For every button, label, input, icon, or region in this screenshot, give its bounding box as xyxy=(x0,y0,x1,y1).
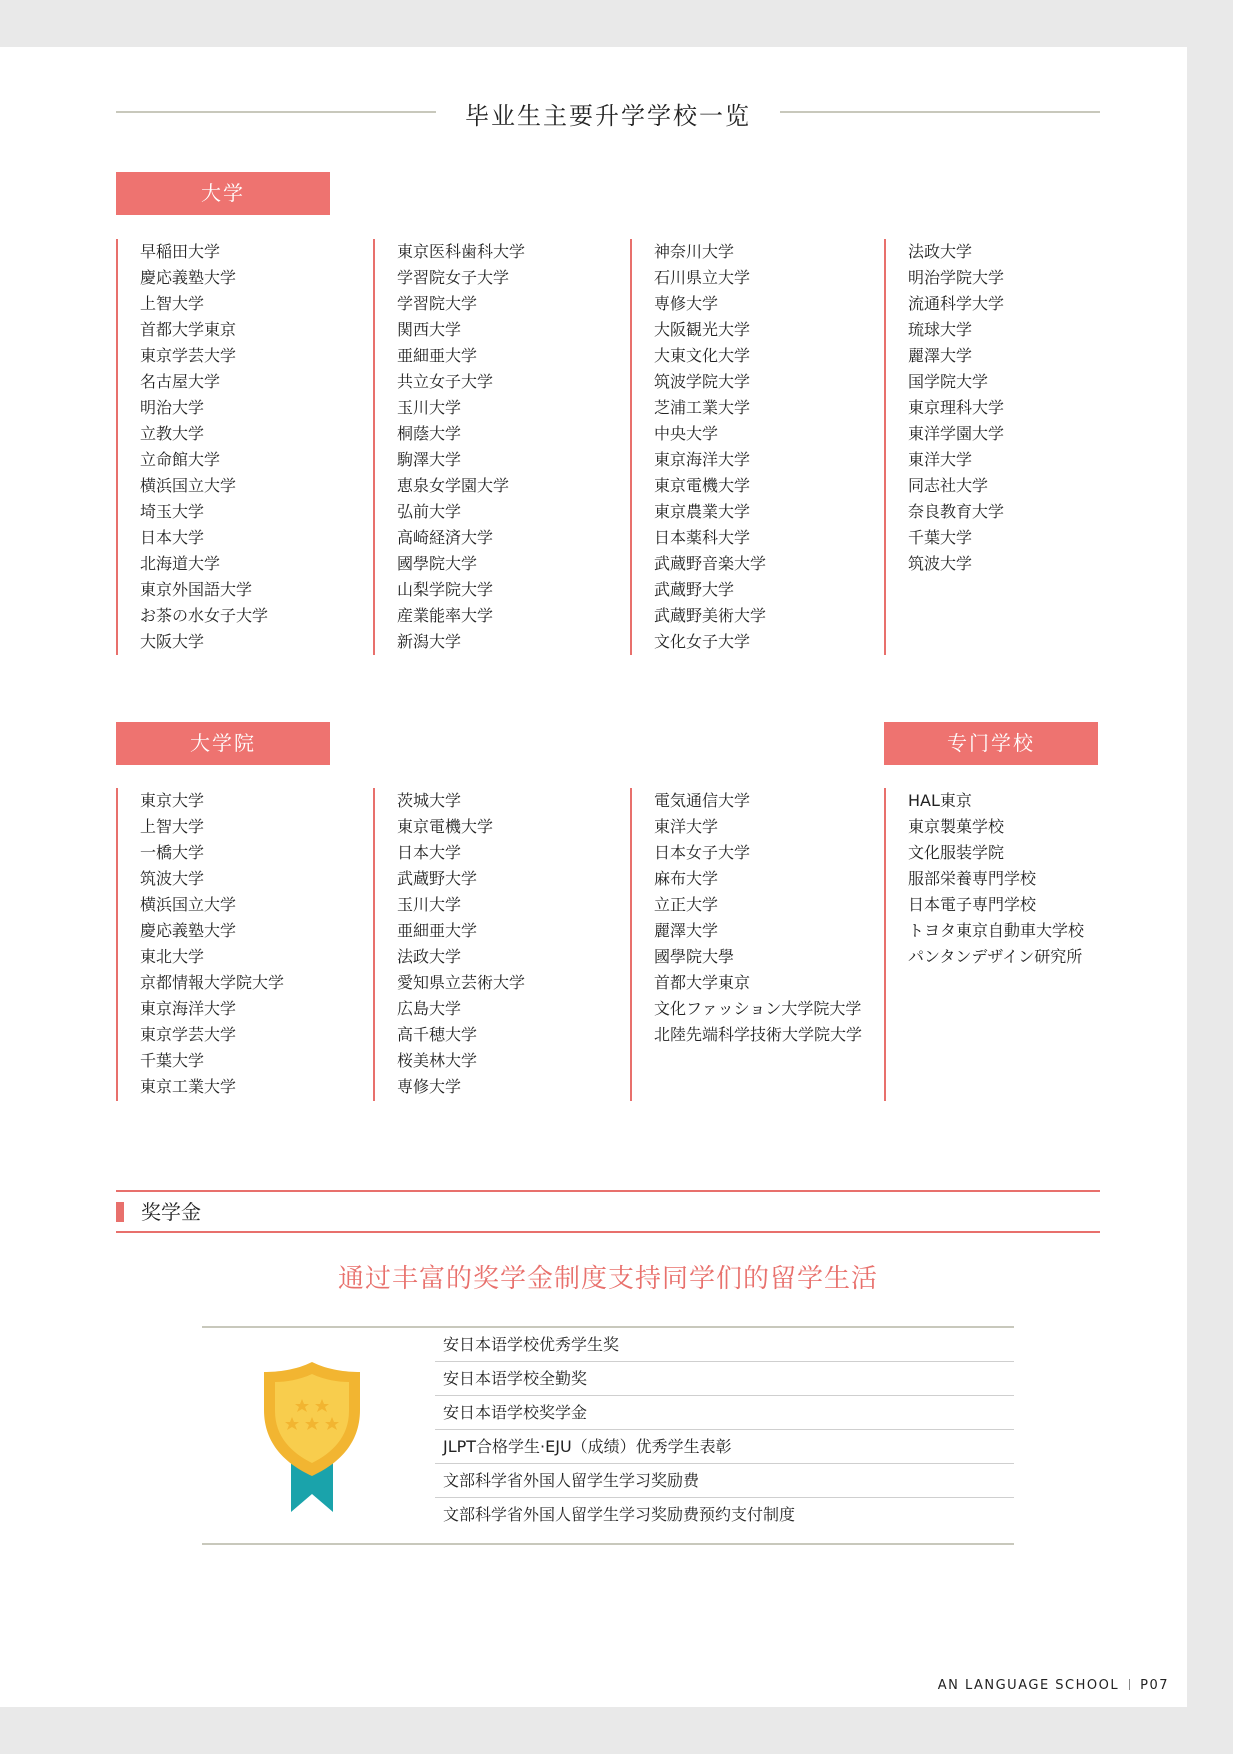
page-title-block xyxy=(116,96,1100,130)
school-name: 埼玉大学 xyxy=(140,502,205,521)
school-name: 東京海洋大学 xyxy=(140,999,237,1018)
school-name: 新潟大学 xyxy=(397,632,462,651)
school-name: 麗澤大学 xyxy=(908,346,973,365)
school-name: 同志社大学 xyxy=(908,476,989,495)
school-name: パンタンデザイン研究所 xyxy=(908,947,1083,966)
school-name: 東京学芸大学 xyxy=(140,346,237,365)
school-name: 桜美林大学 xyxy=(397,1051,478,1070)
school-name: 東京製菓学校 xyxy=(908,817,1005,836)
school-name: 東京理科大学 xyxy=(908,398,1005,417)
school-name: 文化服装学院 xyxy=(908,843,1005,862)
school-name: 山梨学院大学 xyxy=(397,580,494,599)
school-name: 東京海洋大学 xyxy=(654,450,751,469)
medal-icon xyxy=(262,1360,362,1512)
school-name: 慶応義塾大学 xyxy=(140,921,237,940)
school-name: 國學院大学 xyxy=(397,554,478,573)
school-name: 東京大学 xyxy=(140,791,205,810)
school-name: 芝浦工業大学 xyxy=(654,398,751,417)
school-name: 神奈川大学 xyxy=(654,242,735,261)
university-col-3 xyxy=(630,239,766,655)
school-name: 千葉大学 xyxy=(908,528,973,547)
school-name: 関西大学 xyxy=(397,320,462,339)
school-name: 専修大学 xyxy=(654,294,719,313)
vocational-col xyxy=(884,788,1084,1101)
school-name: 駒澤大学 xyxy=(397,450,462,469)
award-list xyxy=(435,1328,1014,1531)
school-name: 法政大学 xyxy=(397,947,462,966)
graduate-col-2 xyxy=(373,788,525,1101)
scholarship-rule-top xyxy=(116,1190,1100,1192)
award-row: 安日本语学校全勤奖 xyxy=(435,1362,1014,1396)
school-name: 武蔵野大学 xyxy=(397,869,478,888)
school-name: 上智大学 xyxy=(140,294,205,313)
school-name: 法政大学 xyxy=(908,242,973,261)
school-name: 北陸先端科学技術大学院大学 xyxy=(654,1025,863,1044)
school-name: 亜細亜大学 xyxy=(397,346,478,365)
school-name: 明治大学 xyxy=(140,398,205,417)
graduate-col-1 xyxy=(116,788,284,1101)
school-name: 横浜国立大学 xyxy=(140,476,237,495)
scholarship-rule-bottom xyxy=(116,1231,1100,1233)
school-name: 筑波学院大学 xyxy=(654,372,751,391)
school-name: 東京学芸大学 xyxy=(140,1025,237,1044)
school-name: 石川県立大学 xyxy=(654,268,751,287)
school-name: 北海道大学 xyxy=(140,554,221,573)
school-name: 流通科学大学 xyxy=(908,294,1005,313)
school-name: 麻布大学 xyxy=(654,869,719,888)
school-name: 茨城大学 xyxy=(397,791,462,810)
school-name: 東京農業大学 xyxy=(654,502,751,521)
school-name: 首都大学東京 xyxy=(654,973,751,992)
graduate-col-3 xyxy=(630,788,862,1101)
footer-page-number: P07 xyxy=(1140,1678,1169,1693)
school-name: 筑波大学 xyxy=(908,554,973,573)
school-name: 文化女子大学 xyxy=(654,632,751,651)
school-name: トヨタ東京自動車大学校 xyxy=(908,921,1085,940)
footer-school-name: AN LANGUAGE SCHOOL xyxy=(937,1678,1120,1693)
school-name: 國學院大學 xyxy=(654,947,735,966)
school-name: 奈良教育大学 xyxy=(908,502,1005,521)
university-col-1 xyxy=(116,239,268,655)
school-name: 高千穂大学 xyxy=(397,1025,478,1044)
school-name: 国学院大学 xyxy=(908,372,989,391)
graduate-school-tag: 大学院 xyxy=(116,722,330,765)
school-name: 武蔵野美術大学 xyxy=(654,606,767,625)
school-name: 玉川大学 xyxy=(397,895,462,914)
university-tag: 大学 xyxy=(116,172,330,215)
school-name: 大東文化大学 xyxy=(654,346,751,365)
school-name: HAL東京 xyxy=(908,791,972,810)
school-name: 筑波大学 xyxy=(140,869,205,888)
scholarship-subtitle: 通过丰富的奖学金制度支持同学们的留学生活 xyxy=(337,1264,878,1294)
school-name: 東京医科歯科大学 xyxy=(397,242,526,261)
school-name: 専修大学 xyxy=(397,1077,462,1096)
page-title: 毕业生主要升学学校一览 xyxy=(451,102,765,130)
school-name: 日本大学 xyxy=(397,843,462,862)
school-name: 東洋学園大学 xyxy=(908,424,1005,443)
school-name: 愛知県立芸術大学 xyxy=(397,973,526,992)
school-name: 共立女子大学 xyxy=(397,372,494,391)
school-name: 高崎経済大学 xyxy=(397,528,494,547)
vocational-school-tag: 专门学校 xyxy=(884,722,1098,765)
school-name: 東京工業大学 xyxy=(140,1077,237,1096)
school-name: 亜細亜大学 xyxy=(397,921,478,940)
school-name: 東京外国語大学 xyxy=(140,580,253,599)
school-name: 一橋大学 xyxy=(140,843,205,862)
scholarship-heading: 奖学金 xyxy=(141,1200,201,1224)
school-name: 桐蔭大学 xyxy=(397,424,462,443)
school-name: 恵泉女学園大学 xyxy=(397,476,510,495)
school-name: 慶応義塾大学 xyxy=(140,268,237,287)
school-name: 千葉大学 xyxy=(140,1051,205,1070)
school-name: 早稲田大学 xyxy=(140,242,221,261)
school-name: お茶の水女子大学 xyxy=(140,606,269,625)
school-name: 産業能率大学 xyxy=(397,606,494,625)
award-row: 安日本语学校奖学金 xyxy=(435,1396,1014,1430)
school-name: 立命館大学 xyxy=(140,450,221,469)
school-name: 広島大学 xyxy=(397,999,462,1018)
school-name: 上智大学 xyxy=(140,817,205,836)
school-name: 立教大学 xyxy=(140,424,205,443)
school-name: 電気通信大学 xyxy=(654,791,751,810)
school-name: 東京電機大学 xyxy=(654,476,751,495)
award-row: 文部科学省外国人留学生学习奖励费预约支付制度 xyxy=(443,1505,796,1524)
school-name: 大阪大学 xyxy=(140,632,205,651)
award-row: 文部科学省外国人留学生学习奖励费 xyxy=(435,1464,1014,1498)
school-name: 首都大学東京 xyxy=(140,320,237,339)
school-name: 横浜国立大学 xyxy=(140,895,237,914)
award-row: JLPT合格学生·EJU（成绩）优秀学生表彰 xyxy=(435,1430,1014,1464)
school-name: 学習院大学 xyxy=(397,294,478,313)
school-name: 立正大学 xyxy=(654,895,719,914)
school-name: 麗澤大学 xyxy=(654,921,719,940)
school-name: 武蔵野大学 xyxy=(654,580,735,599)
award-row: 安日本语学校优秀学生奖 xyxy=(435,1328,1014,1362)
school-name: 文化ファッション大学院大学 xyxy=(654,999,862,1018)
university-col-2 xyxy=(373,239,525,655)
footer-divider xyxy=(1129,1679,1130,1690)
school-name: 日本薬科大学 xyxy=(654,528,751,547)
school-name: 東洋大学 xyxy=(654,817,719,836)
school-name: 学習院女子大学 xyxy=(397,268,510,287)
university-col-4 xyxy=(884,239,1004,655)
school-name: 玉川大学 xyxy=(397,398,462,417)
school-name: 服部栄養専門学校 xyxy=(908,869,1037,888)
school-name: 日本女子大学 xyxy=(654,843,751,862)
school-name: 東京電機大学 xyxy=(397,817,494,836)
school-name: 武蔵野音楽大学 xyxy=(654,554,767,573)
school-name: 日本大学 xyxy=(140,528,205,547)
school-name: 名古屋大学 xyxy=(140,372,221,391)
school-name: 日本電子専門学校 xyxy=(908,895,1037,914)
school-name: 大阪観光大学 xyxy=(654,320,751,339)
page-footer xyxy=(938,1678,1169,1693)
heading-marker xyxy=(116,1202,124,1222)
award-rule-bottom xyxy=(202,1543,1014,1545)
school-name: 東北大学 xyxy=(140,947,205,966)
school-name: 琉球大学 xyxy=(908,320,973,339)
school-name: 明治学院大学 xyxy=(908,268,1005,287)
school-name: 東洋大学 xyxy=(908,450,973,469)
school-name: 中央大学 xyxy=(654,424,719,443)
school-name: 京都情報大学院大学 xyxy=(140,973,285,992)
school-name: 弘前大学 xyxy=(397,502,462,521)
